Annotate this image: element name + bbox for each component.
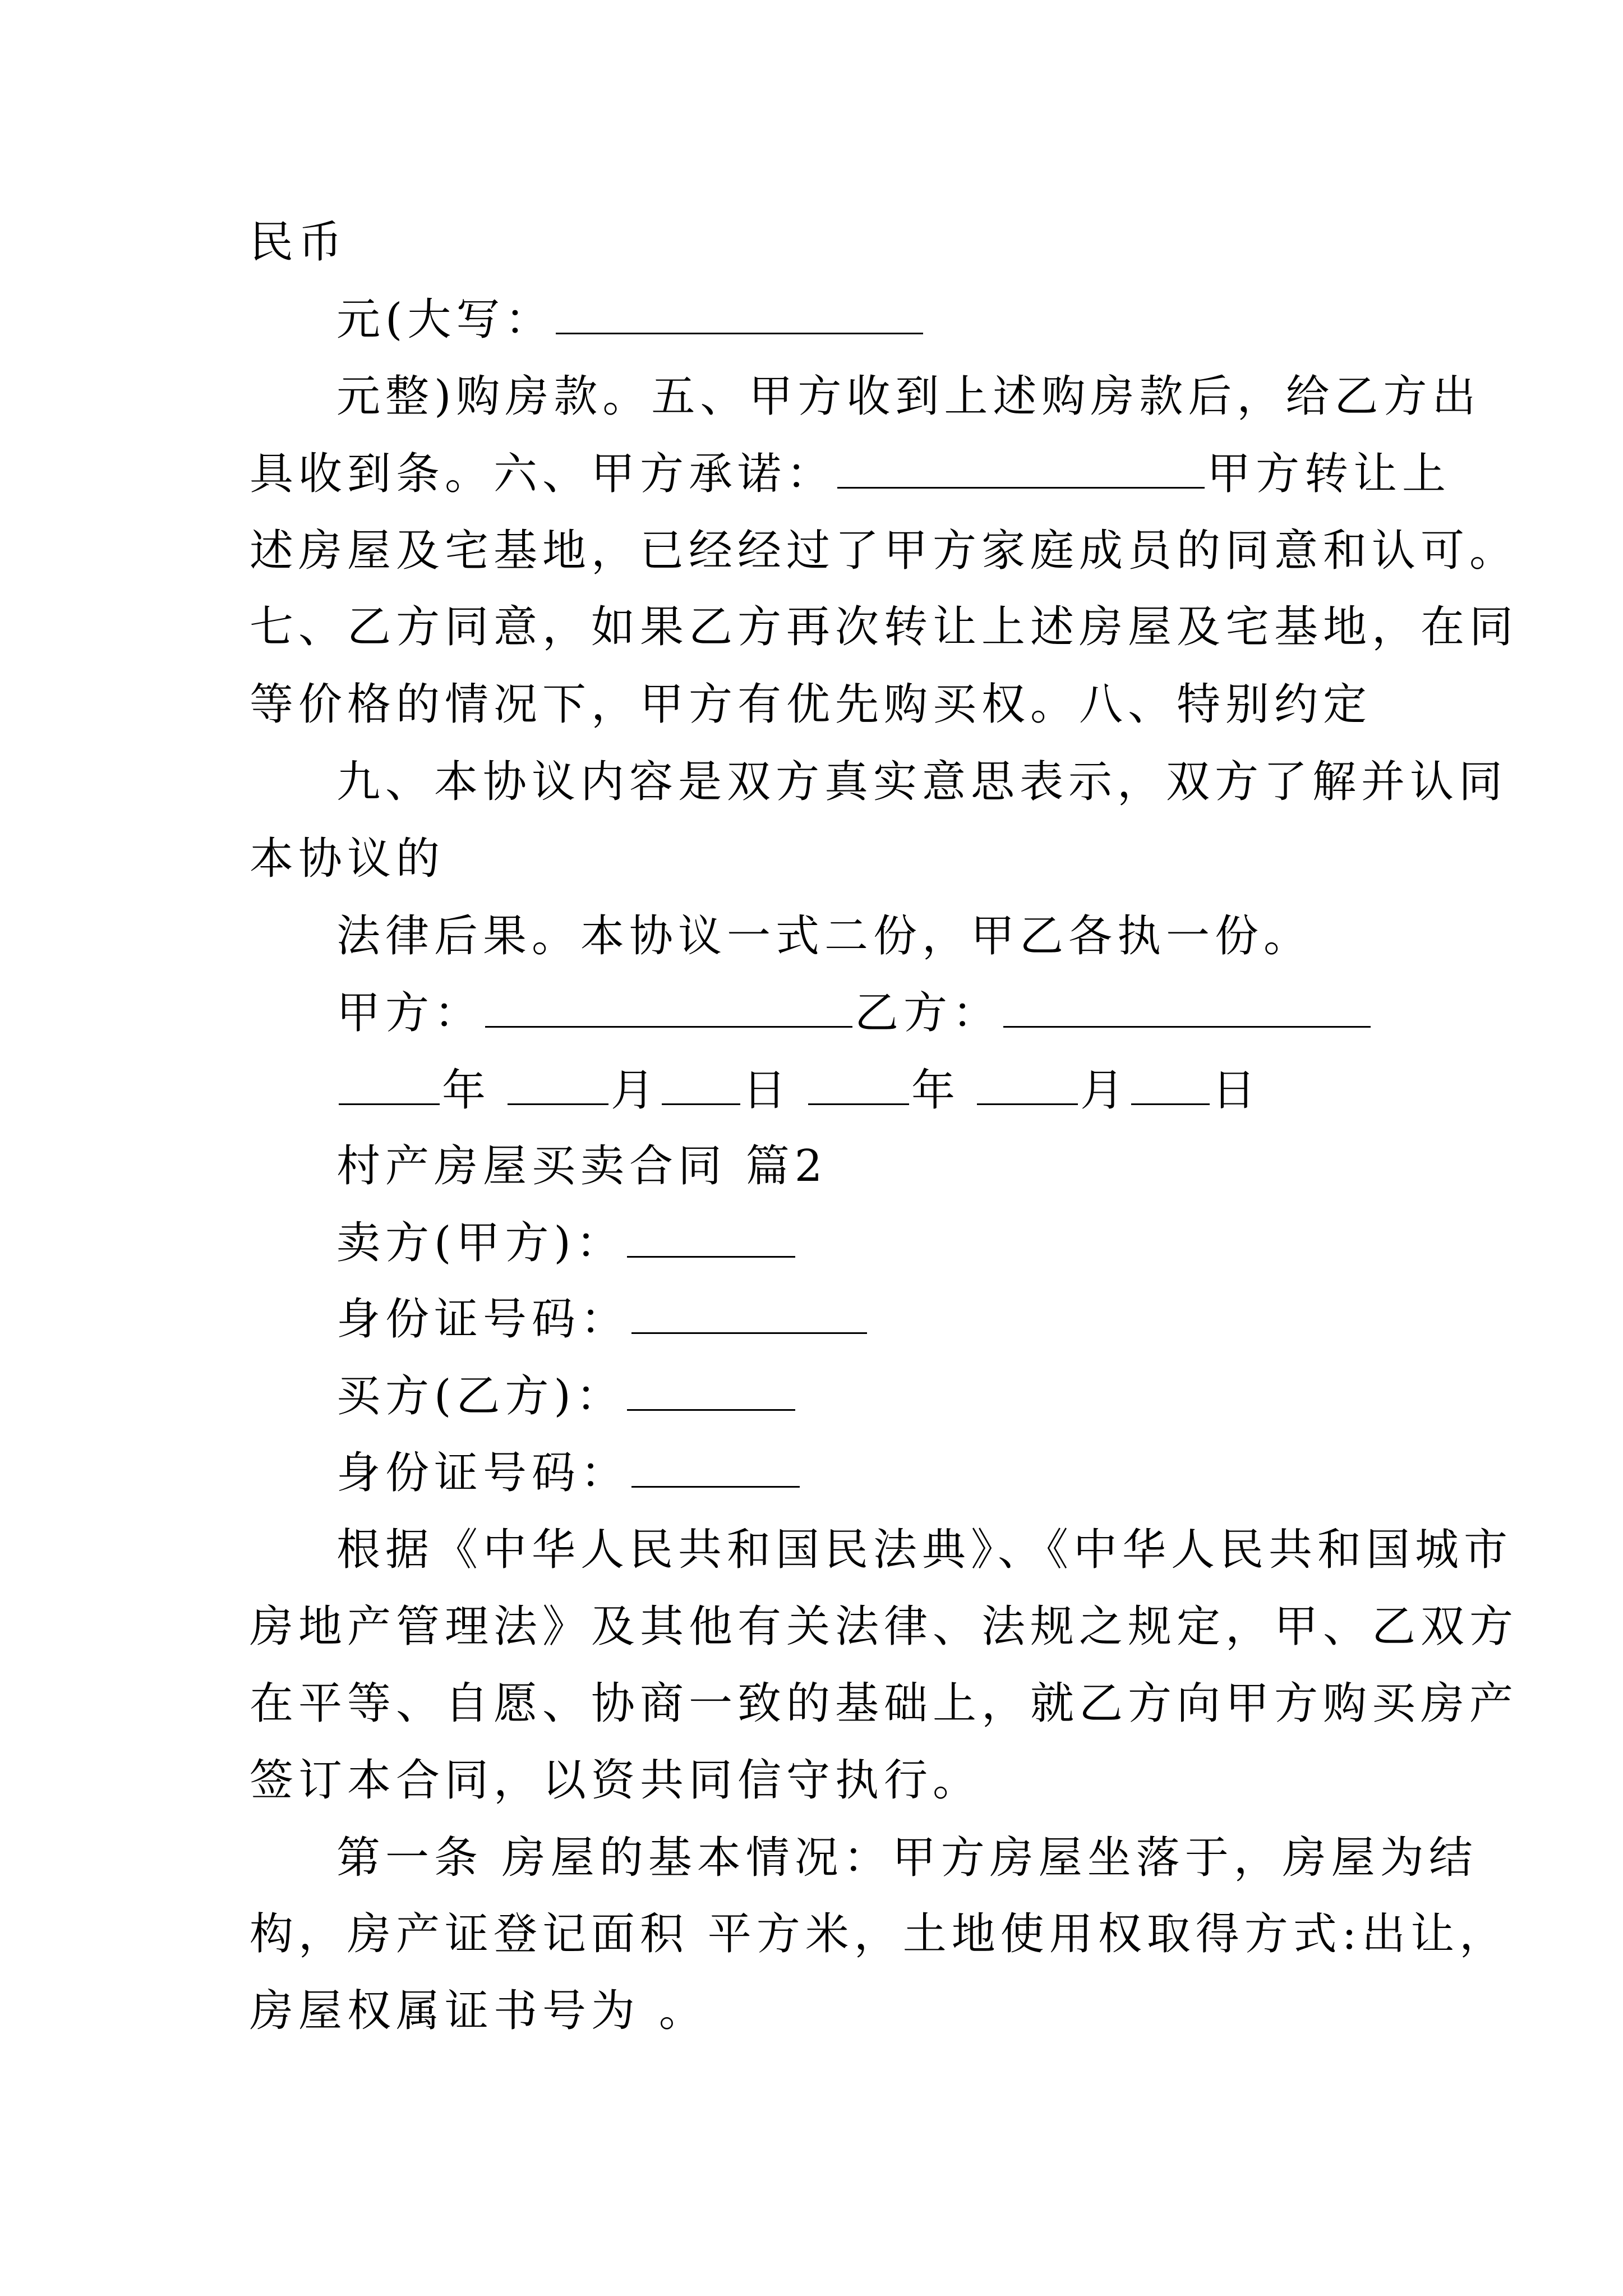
- blank-underline: [556, 293, 923, 334]
- year-label: 年: [442, 1065, 491, 1116]
- signature-line: [336, 985, 1373, 1041]
- text-segment: 根据《中华人民共和国民法典》、《中华人民共和国城市: [336, 1525, 1513, 1575]
- party-a-blank: [485, 987, 852, 1028]
- field-line: [336, 1291, 869, 1347]
- text-line: [250, 1752, 981, 1809]
- text-line: [250, 446, 1451, 502]
- seller-blank: [627, 1217, 795, 1258]
- day-label: 日: [743, 1065, 792, 1116]
- text-line: [250, 214, 347, 270]
- text-segment: 房屋权属证书号为 。: [250, 1986, 708, 2036]
- text-segment: 民币: [250, 217, 348, 268]
- day-blank: [662, 1064, 740, 1105]
- text-segment: 甲方转让上: [1207, 449, 1451, 499]
- party-a-label: 甲方：: [336, 988, 483, 1038]
- text-line: [250, 523, 1518, 579]
- text-line: [250, 599, 1518, 655]
- year-blank: [808, 1064, 909, 1105]
- month-label: 月: [611, 1065, 660, 1116]
- text-segment: 本协议的: [250, 834, 445, 884]
- id-number-label: 身份证号码：: [336, 1448, 630, 1498]
- id-number-blank: [631, 1447, 800, 1488]
- blank-underline: [837, 448, 1205, 489]
- month-blank: [508, 1064, 608, 1105]
- year-label: 年: [911, 1065, 961, 1116]
- text-segment: 法律后果。本协议一式二份，甲乙各执一份。: [336, 911, 1313, 961]
- buyer-blank: [627, 1370, 795, 1411]
- buyer-label: 买方(乙方)：: [336, 1371, 625, 1421]
- date-line: [336, 1062, 1261, 1119]
- text-segment: 七、乙方同意，如果乙方再次转让上述房屋及宅基地，在同: [250, 602, 1519, 652]
- text-line: [336, 754, 1507, 810]
- text-segment: 房地产管理法》及其他有关法律、法规之规定，甲、乙双方: [250, 1602, 1519, 1652]
- text-line: [336, 369, 1481, 425]
- text-segment: 等价格的情况下，甲方有优先购买权。八、特别约定: [250, 679, 1372, 730]
- field-line: [336, 1445, 802, 1501]
- party-b-blank: [1003, 987, 1371, 1028]
- heading-text: 村产房屋买卖合同 篇2: [336, 1141, 828, 1191]
- month-blank: [977, 1064, 1078, 1105]
- id-number-label: 身份证号码：: [336, 1294, 630, 1345]
- day-label: 日: [1212, 1065, 1261, 1116]
- text-segment: 在平等、自愿、协商一致的基础上，就乙方向甲方购买房产: [250, 1678, 1519, 1729]
- text-line: [250, 1676, 1518, 1732]
- day-blank: [1131, 1064, 1210, 1105]
- text-line: [250, 831, 445, 887]
- id-number-blank: [631, 1293, 867, 1334]
- text-line: [336, 292, 925, 348]
- text-segment: 元(大写：: [336, 295, 554, 345]
- text-segment: 构，房产证登记面积 平方米，土地使用权取得方式:出让，: [250, 1909, 1509, 1959]
- text-line: [250, 1983, 708, 2039]
- party-b-label: 乙方：: [855, 988, 1002, 1038]
- text-line: [336, 1522, 1513, 1578]
- field-line: [336, 1215, 797, 1271]
- month-label: 月: [1080, 1065, 1129, 1116]
- text-segment: 第一条 房屋的基本情况：甲方房屋坐落于，房屋为结: [336, 1833, 1478, 1883]
- seller-label: 卖方(甲方)：: [336, 1218, 625, 1268]
- text-segment: 九、本协议内容是双方真实意思表示，双方了解并认同: [336, 757, 1508, 807]
- text-line: [336, 1830, 1478, 1886]
- text-segment: 签订本合同，以资共同信守执行。: [250, 1755, 982, 1806]
- text-line: [336, 908, 1312, 964]
- text-line: [250, 1599, 1518, 1655]
- field-line: [336, 1368, 797, 1424]
- text-line: [250, 1906, 1508, 1962]
- section-heading: [336, 1138, 827, 1194]
- text-line: [250, 677, 1372, 733]
- text-segment: 元整)购房款。五、甲方收到上述购房款后，给乙方出: [336, 371, 1481, 422]
- text-segment: 具收到条。六、甲方承诺：: [250, 449, 836, 499]
- text-segment: 述房屋及宅基地，已经经过了甲方家庭成员的同意和认可。: [250, 526, 1519, 576]
- year-blank: [339, 1064, 440, 1105]
